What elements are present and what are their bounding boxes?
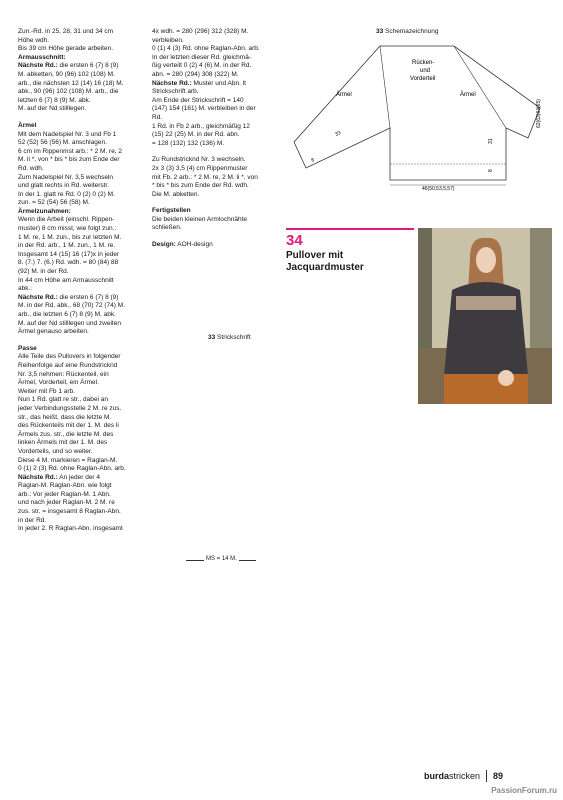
text-line: Zu Rundstricknd Nr. 3 wechseln. bbox=[152, 156, 246, 164]
page-footer bbox=[424, 770, 503, 782]
text-line: Reihenfolge auf eine Rundstricknd bbox=[18, 361, 118, 369]
text-line: Nächste Rd.: An jeder der 4 bbox=[18, 473, 101, 481]
schema-arm-left: Ärmel bbox=[336, 92, 352, 98]
schema-dim-cuff: 8 bbox=[310, 157, 316, 164]
text-line: arb., die letzten 6 (7) 8 (9) M. abk. bbox=[18, 311, 116, 318]
text-line: = 128 (132) 132 (136) M. bbox=[152, 139, 225, 147]
text-line: 2x 3 (3) 3,5 (4) cm Rippenmuster bbox=[152, 164, 248, 172]
text-line: Die beiden kleinen Armlochnähte bbox=[152, 215, 248, 223]
pattern-title bbox=[286, 250, 364, 273]
text-line: abk.: bbox=[18, 285, 33, 293]
text-line: M. in der Rd. abk., 68 (70) 72 (74) M. bbox=[18, 302, 125, 310]
page-number: 89 bbox=[493, 771, 504, 781]
text-column-1 bbox=[18, 28, 146, 534]
text-line: verbleiben. bbox=[152, 36, 184, 44]
text-line: des Rückenteils mit der 1. M. des li bbox=[18, 422, 119, 430]
text-line: Weiter mit Fb 1 arb. bbox=[18, 387, 75, 395]
model-photo bbox=[418, 228, 552, 404]
text-line: Mit dem Nadelspiel Nr. 3 und Fb 1 bbox=[18, 130, 117, 138]
motif-repeat-label: MS = 14 M. bbox=[206, 556, 237, 562]
text-line: (147) 154 (161) M. verbleiben in der bbox=[152, 105, 256, 113]
text-line: Armausschnitt: bbox=[18, 53, 66, 61]
text-line: Diese 4 M. markieren = Raglan-M. bbox=[18, 456, 118, 464]
schema-dim-body: 31 bbox=[488, 138, 494, 144]
schema-center-1: Rücken- bbox=[412, 60, 435, 66]
schema-arm-right: Ärmel bbox=[460, 92, 476, 98]
text-line: Wenn die Arbeit (einschl. Rippen- bbox=[18, 216, 115, 224]
text-line: (92) M. in der Rd. bbox=[18, 268, 69, 276]
text-line: Insgesamt 14 (15) 16 (17)x in jeder bbox=[18, 250, 120, 258]
text-line: Rd. wdh. bbox=[18, 164, 44, 172]
schema-caption: 33 Schemazeichnung bbox=[376, 28, 439, 35]
pattern-title-line-2: Jacquardmuster bbox=[286, 261, 364, 273]
text-line: abk., 90 (96) 102 (108) M. arb., die bbox=[18, 88, 119, 96]
text-line: M. auf der Nd stilllegen. bbox=[18, 105, 87, 113]
pattern-title-line-1: Pullover mit bbox=[286, 250, 344, 261]
text-line: Ärmel genauso arbeiten. bbox=[18, 328, 89, 336]
text-line: muster) 8 cm misst, wie folgt zun.: bbox=[18, 225, 117, 233]
text-line: Vorderteils, und so weiter. bbox=[18, 447, 93, 455]
text-line: Nächste Rd.: die ersten 6 (7) 8 (9) bbox=[18, 293, 119, 301]
text-line: Nun 1 Rd. glatt re str., dabei an bbox=[18, 396, 108, 404]
brand-bold: burda bbox=[424, 771, 450, 781]
text-line: Am Ende der Strickschrift = 140 bbox=[152, 96, 244, 104]
text-line: abn. = 280 (294) 308 (322) M. bbox=[152, 70, 239, 78]
text-line: und glatt rechts in Rd. weiterstr. bbox=[18, 182, 110, 190]
text-line: arb.: Vor jeder Raglan-M. 1 Abn. bbox=[18, 490, 111, 498]
text-line: Raglan-M. Raglan-Abn. wie folgt bbox=[18, 482, 112, 490]
text-line: Strickschrift arb. bbox=[152, 88, 199, 96]
stitch-chart bbox=[178, 344, 265, 555]
text-line: Zum Nadelspiel Nr. 3,5 wechseln bbox=[18, 173, 114, 181]
schema-dim-width: 46(50,53,5,57) bbox=[422, 186, 455, 192]
text-line: Ärmel bbox=[18, 121, 37, 129]
text-line: Fertigstellen bbox=[152, 207, 191, 215]
text-line: Design: AOH-design bbox=[152, 241, 213, 249]
paragraph-gap bbox=[152, 199, 280, 207]
text-line: zun. = 52 (54) 56 (58) M. bbox=[18, 199, 90, 207]
text-line: 4x wdh. = 280 (296) 312 (328) M. bbox=[152, 28, 249, 35]
text-line: M. abketten, 90 (96) 102 (108) M. bbox=[18, 70, 115, 78]
paragraph-gap bbox=[18, 114, 146, 122]
text-line: str., das heißt, dass die letzte M. bbox=[18, 413, 112, 421]
text-line: In der letzten dieser Rd. gleichmä- bbox=[152, 53, 251, 61]
text-line: mit Fb. 2 arb.: * 2 M. re, 2 M. li *, von bbox=[152, 173, 258, 181]
text-line: Ärmels zus. str., die letzte M. des bbox=[18, 430, 114, 438]
text-line: Nächste Rd.: die ersten 6 (7) 8 (9) bbox=[18, 62, 119, 70]
text-line: 8. (7.) 7. (6.) Rd. wdh. = 80 (84) 88 bbox=[18, 259, 119, 267]
paragraph-gap bbox=[152, 233, 280, 241]
stitch-chart-caption: 33 Strickschrift bbox=[208, 334, 251, 341]
paragraph-gap bbox=[152, 148, 280, 156]
text-line: jeder Verbindungsstelle 2 M. re zus. bbox=[18, 404, 122, 412]
text-line: zus. str. = insgesamt 8 Raglan-Abn. bbox=[18, 508, 121, 516]
text-line: 0 (1) 2 (3) Rd. ohne Raglan-Abn. arb. bbox=[18, 465, 126, 473]
text-line: und nach jeder Raglan-M. 2 M. re bbox=[18, 499, 115, 507]
text-line: Die M. abketten. bbox=[152, 190, 200, 198]
text-line: schließen. bbox=[152, 224, 182, 232]
paragraph-gap bbox=[18, 337, 146, 345]
text-line: Rd. bbox=[152, 113, 163, 121]
text-line: In jeder 2. R Raglan-Abn. insgesamt bbox=[18, 525, 123, 533]
text-line: 0 (1) 4 (3) Rd. ohne Raglan-Abn. arb. bbox=[152, 45, 260, 53]
text-line: Nr. 3,5 nehmen: Rückenteil, ein bbox=[18, 370, 109, 378]
schematic-drawing bbox=[292, 38, 544, 198]
text-line: 52 (52) 56 (56) M. anschlagen. bbox=[18, 139, 107, 147]
text-line: 1 Rd. in Fb 2 arb., gleichmäßig 12 bbox=[152, 122, 250, 130]
schema-dim-height: 62(63)64(65) bbox=[536, 99, 542, 128]
text-line: linken Ärmels mit der 1. M. des bbox=[18, 439, 108, 447]
text-line: Bis 39 cm Höhe gerade arbeiten. bbox=[18, 45, 114, 53]
footer-separator bbox=[486, 770, 487, 782]
text-column-2 bbox=[152, 28, 280, 250]
text-line: In der 1. glatt re Rd. 0 (2) 0 (2) M. bbox=[18, 190, 115, 198]
pattern-number: 34 bbox=[286, 232, 303, 249]
schema-center-3: Vorderteil bbox=[410, 76, 436, 82]
schema-center-2: und bbox=[420, 68, 431, 74]
text-line: (15) 22 (25) M. in der Rd. abn. bbox=[152, 131, 240, 139]
text-line: M. auf der Nd stilllegen und zweiten bbox=[18, 319, 121, 327]
text-line: arb., die nächsten 12 (14) 16 (18) M. bbox=[18, 79, 124, 87]
brand-regular: stricken bbox=[449, 771, 481, 781]
text-line: Zun.-Rd. in 25, 28, 31 und 34 cm bbox=[18, 28, 114, 35]
schema-dim-raglan: 33 bbox=[334, 130, 342, 138]
text-line: 1 M. re, 1 M. zun., bis zur letzten M. bbox=[18, 233, 122, 241]
text-line: Ärmelzunahmen: bbox=[18, 207, 71, 215]
text-line: ßig verteilt 0 (2) 4 (6) M. in der Rd. bbox=[152, 62, 252, 70]
text-line: 6 cm im Rippenmst arb.: * 2 M. re, 2 bbox=[18, 147, 123, 155]
text-line: Alle Teile des Pullovers in folgender bbox=[18, 353, 121, 361]
text-line: letzten 6 (7) 8 (9) M. abk. bbox=[18, 96, 91, 104]
text-line: Höhe wdh. bbox=[18, 36, 50, 44]
pattern-accent-bar bbox=[286, 228, 414, 230]
text-line: in der Rd. arb., 1 M. zun., 1 M. re. bbox=[18, 242, 116, 250]
text-line: Passe bbox=[18, 344, 37, 352]
motif-repeat-indicator bbox=[186, 556, 256, 561]
text-line: Nächste Rd.: Muster und Abn. lt bbox=[152, 79, 246, 87]
text-line: in der Rd. bbox=[18, 516, 47, 524]
schema-dim-hem: 8 bbox=[488, 169, 494, 172]
text-line: M. li *, von * bis * bis zum Ende der bbox=[18, 156, 120, 164]
text-line: Ärmel, Vorderteil, ein Ärmel. bbox=[18, 379, 99, 387]
text-line: * bis * bis zum Ende der Rd. wdh. bbox=[152, 182, 249, 190]
watermark: PassionForum.ru bbox=[491, 786, 557, 795]
text-line: In 44 cm Höhe am Armausschnitt bbox=[18, 276, 114, 284]
